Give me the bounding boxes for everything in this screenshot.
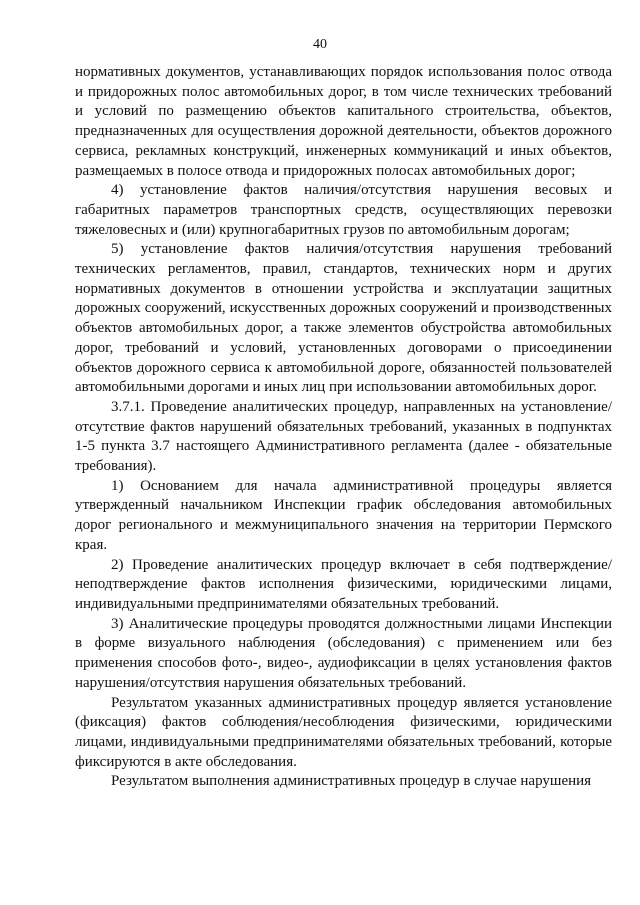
page-number: 40 <box>313 37 327 52</box>
paragraph-subitem-3: 3) Аналитические процедуры проводятся должностными лицами Инспекции в форме визуального наблюдения (обследования) с применением или без применения способов фото-, видео-, аудиофиксации в целях установления фактов нарушения/отсутствия нарушения обязательных требований. <box>75 615 612 691</box>
document-body <box>75 63 612 792</box>
paragraph-result-2: Результатом выполнения административных процедур в случае нарушения <box>111 773 592 790</box>
paragraph-item-4: 4) установление фактов наличия/отсутствия нарушения весовых и габаритных параметров транспортных средств, осуществляющих перевозки тяжеловесных и (или) крупногабаритных грузов по автомобильным дорогам; <box>75 182 612 238</box>
paragraph-continuation: нормативных документов, устанавливающих порядок использования полос отвода и придорожных полос автомобильных дорог, в том числе технических требований и условий по размещению объектов капитального строительства, объектов, предназначенных для осуществления дорожной деятельности, объектов дорожного сервиса, рекламных конструкций, инженерных коммуникаций и иных объектов, размещаемых в полосе отвода и придорожных полосах автомобильных дорог; <box>75 64 612 179</box>
paragraph-result-1: Результатом указанных административных процедур является установление (фиксация) фактов соблюдения/несоблюдения физическими, юридическими лицами, индивидуальными предпринимателями обязательных требований, которые фиксируются в акте обследования. <box>75 694 612 770</box>
paragraph-section-3-7-1: 3.7.1. Проведение аналитических процедур, направленных на установление/отсутствие фактов нарушений обязательных требований, указанных в подпунктах 1-5 пункта 3.7 настоящего Административного регламента (далее - обязательные требования). <box>75 398 612 475</box>
paragraph-subitem-1: 1) Основанием для начала административной процедуры является утвержденный начальником Инспекции график обследования автомобильных дорог регионального и межмуниципального значения на территории Пермского края. <box>75 477 612 553</box>
paragraph-subitem-2: 2) Проведение аналитических процедур включает в себя подтверждение/неподтверждение фактов исполнения физическими, юридическими лицами, индивидуальными предпринимателями обязательных требований. <box>75 556 612 612</box>
paragraph-item-5: 5) установление фактов наличия/отсутствия нарушения требований технических регламентов, правил, стандартов, технических норм и других нормативных документов в отношении устройства и эксплуатации защитных дорожных сооружений, искусственных дорожных сооружений и производственных объектов автомобильных дорог, а также элементов обустройства автомобильных дорог, требований и условий, установленных договорами о присоединении объектов дорожного сервиса к автомобильной дороге, обязанностей пользователей автомобильными дорогами и иных лиц при использовании автомобильных дорог. <box>75 241 612 396</box>
